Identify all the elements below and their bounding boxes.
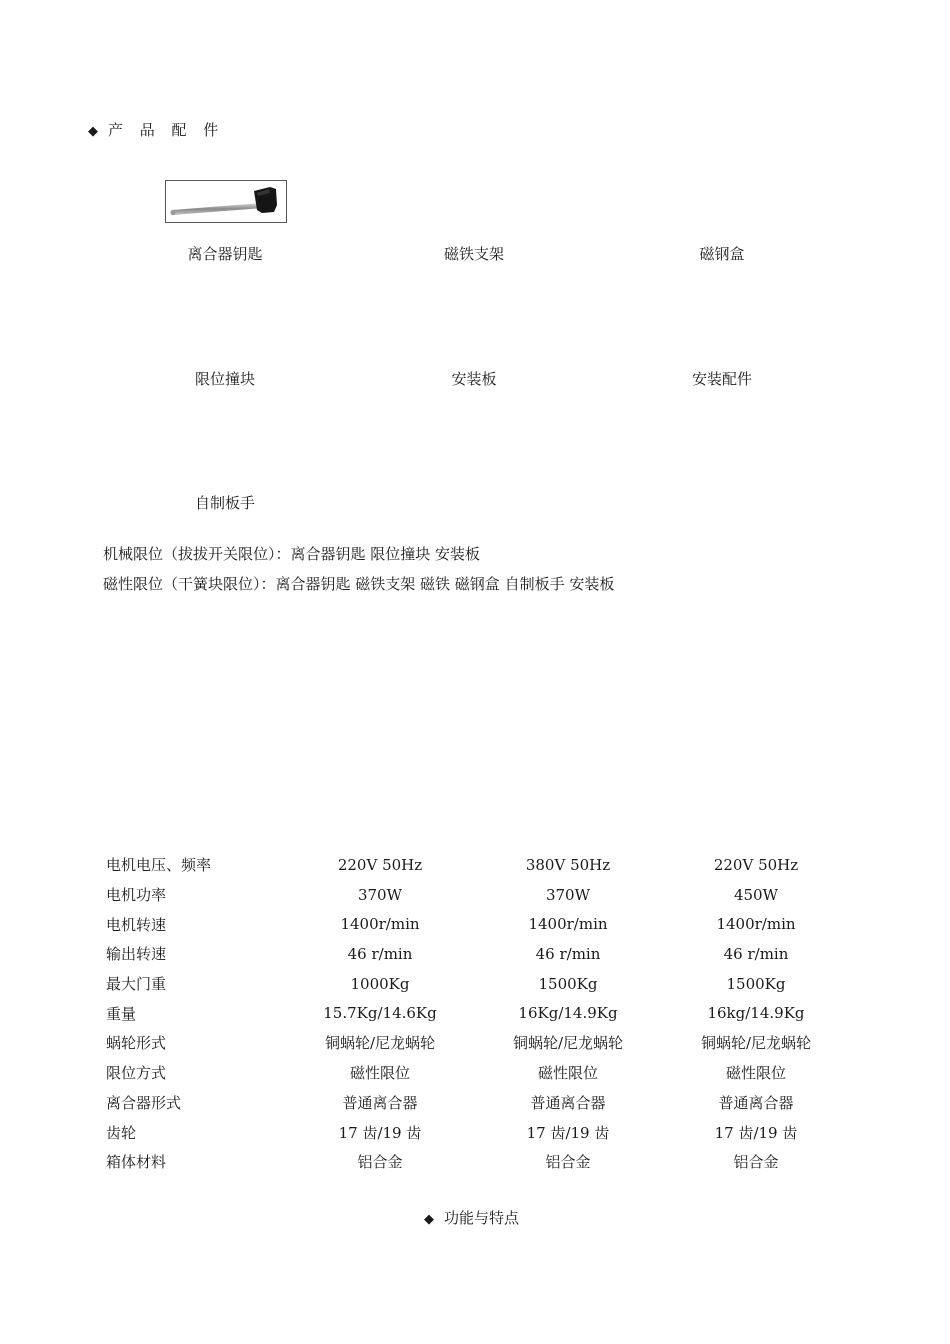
accessory-label-magnet-box: 磁钢盒 (699, 245, 745, 263)
accessory-label-mounting-parts: 安装配件 (691, 370, 752, 388)
spec-row (98, 1058, 850, 1088)
spec-value: 17 齿/19 齿 (714, 1123, 798, 1142)
features-heading (424, 1207, 519, 1228)
spec-value: 铝合金 (545, 1153, 591, 1172)
spec-row (98, 1088, 850, 1118)
spec-value: 380V 50Hz (525, 855, 611, 874)
spec-row (98, 939, 850, 969)
spec-row (98, 1147, 850, 1177)
spec-param: 限位方式 (106, 1064, 167, 1083)
accessory-label-clutch-key: 离合器钥匙 (187, 245, 263, 263)
spec-value: 17 齿/19 齿 (338, 1123, 422, 1142)
spec-param: 电机转速 (106, 915, 167, 934)
spec-row (98, 850, 850, 880)
clutch-key-icon (166, 181, 286, 222)
spec-row (98, 909, 850, 939)
features-title: 功能与特点 (444, 1209, 520, 1227)
spec-param: 重量 (106, 1004, 137, 1023)
note-mechanical-limit: 机械限位（拔拔开关限位）：离合器钥匙 限位撞块 安装板 (103, 545, 481, 563)
spec-value: 铜蜗轮/尼龙蜗轮 (324, 1034, 436, 1053)
spec-value: 1400r/min (340, 915, 420, 934)
spec-value: 46 r/min (347, 944, 413, 963)
spec-row (98, 1117, 850, 1147)
spec-param: 最大门重 (106, 975, 167, 994)
spec-param: 输出转速 (106, 945, 167, 964)
spec-value: 370W (357, 885, 403, 904)
spec-value: 1400r/min (528, 915, 608, 934)
spec-value: 铜蜗轮/尼龙蜗轮 (700, 1034, 812, 1053)
spec-value: 磁性限位 (349, 1064, 410, 1083)
spec-value: 磁性限位 (725, 1064, 786, 1083)
spec-value: 普通离合器 (530, 1093, 606, 1112)
spec-param: 电机电压、频率 (106, 856, 212, 875)
specs-table (98, 850, 850, 1177)
spec-value: 1500Kg (726, 974, 786, 993)
spec-param: 箱体材料 (106, 1153, 167, 1172)
limit-notes (103, 539, 614, 599)
spec-param: 电机功率 (106, 886, 167, 905)
spec-value: 铜蜗轮/尼龙蜗轮 (512, 1034, 624, 1053)
spec-value: 1400r/min (716, 915, 796, 934)
spec-row (98, 880, 850, 910)
note-magnetic-limit: 磁性限位（干簧块限位）：离合器钥匙 磁铁支架 磁铁 磁钢盒 自制板手 安装板 (103, 575, 615, 593)
accessories-title: 产 品 配 件 (108, 121, 225, 139)
spec-row (98, 969, 850, 999)
spec-value: 16Kg/14.9Kg (518, 1004, 618, 1023)
accessories-heading (88, 119, 224, 140)
spec-value: 铝合金 (357, 1153, 403, 1172)
spec-value: 370W (545, 885, 591, 904)
spec-value: 450W (733, 885, 779, 904)
spec-param: 蜗轮形式 (106, 1034, 167, 1053)
spec-value: 普通离合器 (718, 1093, 794, 1112)
accessory-label-wrench: 自制板手 (194, 494, 255, 512)
spec-param: 齿轮 (106, 1123, 137, 1142)
spec-value: 磁性限位 (537, 1064, 598, 1083)
spec-row (98, 1028, 850, 1058)
spec-value: 16kg/14.9Kg (707, 1004, 805, 1023)
clutch-key-image (165, 180, 287, 223)
spec-value: 220V 50Hz (713, 855, 799, 874)
accessory-label-limit-stopper: 限位撞块 (194, 370, 255, 388)
spec-value: 46 r/min (535, 944, 601, 963)
spec-row (98, 998, 850, 1028)
spec-value: 46 r/min (723, 944, 789, 963)
diamond-bullet-icon: ◆ (424, 1212, 434, 1227)
accessory-label-magnet-bracket: 磁铁支架 (443, 245, 504, 263)
accessory-label-mounting-plate: 安装板 (451, 370, 497, 388)
spec-value: 1000Kg (350, 974, 410, 993)
spec-value: 1500Kg (538, 974, 598, 993)
spec-value: 普通离合器 (342, 1093, 418, 1112)
diamond-bullet-icon: ◆ (88, 124, 98, 139)
spec-value: 铝合金 (733, 1153, 779, 1172)
spec-value: 17 齿/19 齿 (526, 1123, 610, 1142)
spec-param: 离合器形式 (106, 1093, 182, 1112)
spec-value: 15.7Kg/14.6Kg (323, 1004, 437, 1023)
specs-table-body (98, 850, 850, 1177)
spec-value: 220V 50Hz (337, 855, 423, 874)
